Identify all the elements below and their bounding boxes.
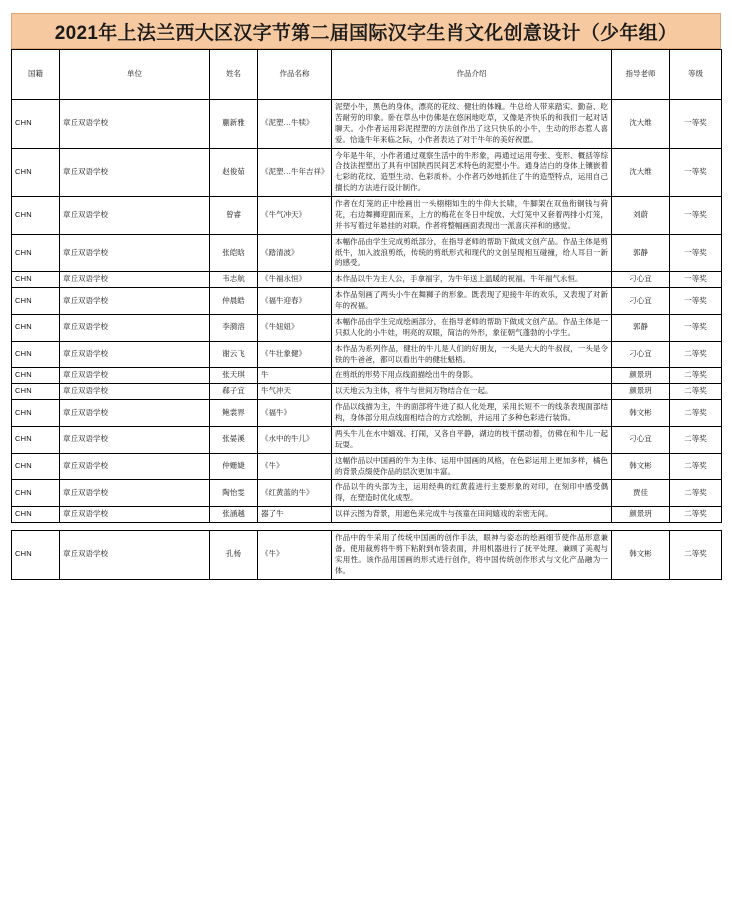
table-row <box>12 341 722 368</box>
cell-teacher: 刁心宜 <box>612 426 670 453</box>
cell-country: CHN <box>12 234 60 272</box>
cell-country: CHN <box>12 368 60 384</box>
cell-work-title: 《牛壮象健》 <box>258 341 332 368</box>
cell-unit: 章丘双语学校 <box>60 341 210 368</box>
cell-description: 这幅作品以中国画的牛为主体、运用中国画的风格，在色彩运用上更加多样，橘色的背景点缀使作品的层次更加丰富。 <box>332 453 612 480</box>
cell-unit: 章丘双语学校 <box>60 288 210 315</box>
cell-award-level: 二等奖 <box>670 480 722 507</box>
cell-country: CHN <box>12 480 60 507</box>
cell-unit: 章丘双语学校 <box>60 480 210 507</box>
table-header-row <box>12 50 722 100</box>
cell-work-title: 《牛福永恒》 <box>258 272 332 288</box>
table-row <box>12 148 722 197</box>
cell-teacher: 韩文彬 <box>612 400 670 427</box>
cell-teacher: 韩文彬 <box>612 531 670 580</box>
cell-award-level: 二等奖 <box>670 368 722 384</box>
cell-award-level: 二等奖 <box>670 453 722 480</box>
cell-unit: 章丘双语学校 <box>60 272 210 288</box>
table-row <box>12 234 722 272</box>
cell-country: CHN <box>12 197 60 235</box>
cell-country: CHN <box>12 341 60 368</box>
table-row <box>12 288 722 315</box>
cell-unit: 章丘双语学校 <box>60 400 210 427</box>
cell-teacher: 刘蔚 <box>612 197 670 235</box>
cell-teacher: 颜景玥 <box>612 368 670 384</box>
cell-country: CHN <box>12 148 60 197</box>
cell-award-level: 一等奖 <box>670 197 722 235</box>
cell-award-level: 二等奖 <box>670 384 722 400</box>
cell-teacher: 沈大维 <box>612 100 670 149</box>
cell-country: CHN <box>12 100 60 149</box>
cell-unit: 章丘双语学校 <box>60 507 210 523</box>
cell-work-title: 《泥塑…牛年吉祥》 <box>258 148 332 197</box>
cell-unit: 章丘双语学校 <box>60 368 210 384</box>
results-table <box>11 49 722 523</box>
table-row <box>12 314 722 341</box>
cell-teacher: 贾佳 <box>612 480 670 507</box>
cell-award-level: 一等奖 <box>670 234 722 272</box>
cell-description: 今年是牛年，小作者通过观察生活中的牛形象，再通过运用夸张、变形、概括等综合技法捏塑出了具有中国陕西民间艺术特色的泥塑小牛。通身洁白的身体上镶嵌着七彩的花纹、造型生动、色彩质朴。小作者巧妙地抓住了牛的造型特点，运用自己擅长的方法进行设计制作。 <box>332 148 612 197</box>
cell-student-name: 韦志航 <box>210 272 258 288</box>
cell-country: CHN <box>12 384 60 400</box>
cell-work-title: 牛 <box>258 368 332 384</box>
cell-work-title: 《福牛迎春》 <box>258 288 332 315</box>
cell-description: 本作品以牛为主人公，手拿福字，为牛年送上温暖的祝福。牛年福气永恒。 <box>332 272 612 288</box>
cell-work-title: 《牛》 <box>258 453 332 480</box>
cell-student-name: 孔杨 <box>210 531 258 580</box>
cell-teacher: 刁心宜 <box>612 272 670 288</box>
cell-student-name: 赵俊茹 <box>210 148 258 197</box>
column-header-description: 作品介绍 <box>332 50 612 100</box>
table-body-primary <box>12 100 722 523</box>
column-header-name: 姓名 <box>210 50 258 100</box>
cell-award-level: 二等奖 <box>670 426 722 453</box>
cell-work-title: 《牛妞妞》 <box>258 314 332 341</box>
cell-award-level: 二等奖 <box>670 531 722 580</box>
cell-teacher: 颜景玥 <box>612 384 670 400</box>
cell-work-title: 《红黄蓝的牛》 <box>258 480 332 507</box>
cell-country: CHN <box>12 400 60 427</box>
table-row <box>12 453 722 480</box>
cell-country: CHN <box>12 507 60 523</box>
cell-teacher: 颜景玥 <box>612 507 670 523</box>
cell-country: CHN <box>12 314 60 341</box>
cell-unit: 章丘双语学校 <box>60 314 210 341</box>
cell-work-title: 《泥塑…牛犊》 <box>258 100 332 149</box>
cell-award-level: 一等奖 <box>670 288 722 315</box>
cell-work-title: 器了牛 <box>258 507 332 523</box>
cell-description: 作者在灯笼的正中绘画出一头栩栩如生的牛仰大长啸，牛脚架在双鱼衔铜钱与荷花，右边舞狮迎面而来，上方的梅花在冬日中绽放、大灯笼中又套着两排小灯笼，并书写着过年悬挂的对联。作者将整幅画面表现出一派喜庆祥和的感觉。 <box>332 197 612 235</box>
cell-description: 作品以线描为主，牛的面部将牛进了拟人化处理，采用长短不一的线条表现面部结构，身体部分用点线面相结合的方式绘制，并运用了多种色彩进行装饰。 <box>332 400 612 427</box>
table-row <box>12 531 722 580</box>
table-row <box>12 197 722 235</box>
cell-description: 泥塑小牛，黑色的身体，漂亮的花纹、健壮的体魄。牛总给人带来踏实、勤奋、吃苦耐劳的印象。卧在草丛中仿佛是在悠闲地吃草，又像是齐快乐的和我们一起对话聊天。小作者运用彩泥捏塑的方法创作出了这只快乐的小牛，生动的形态惹人喜爱。恰逢牛年来临之际，小作者表达了对于牛年的美好祝愿。 <box>332 100 612 149</box>
cell-unit: 章丘双语学校 <box>60 148 210 197</box>
cell-work-title: 《牛》 <box>258 531 332 580</box>
cell-teacher: 韩文彬 <box>612 453 670 480</box>
cell-teacher: 郭静 <box>612 234 670 272</box>
table-header <box>12 50 722 100</box>
cell-unit: 章丘双语学校 <box>60 234 210 272</box>
cell-work-title: 《福牛》 <box>258 400 332 427</box>
cell-description: 两头牛儿在水中嬉戏、打闹，又各自平静，湖边的枝干摆动着，仿佛在和牛儿一起玩耍。 <box>332 426 612 453</box>
cell-student-name: 张天琪 <box>210 368 258 384</box>
table-row <box>12 507 722 523</box>
cell-award-level: 一等奖 <box>670 272 722 288</box>
cell-unit: 章丘双语学校 <box>60 453 210 480</box>
cell-unit: 章丘双语学校 <box>60 197 210 235</box>
table-row <box>12 426 722 453</box>
cell-teacher: 沈大维 <box>612 148 670 197</box>
cell-work-title: 牛气冲天 <box>258 384 332 400</box>
cell-award-level: 一等奖 <box>670 314 722 341</box>
table-row <box>12 480 722 507</box>
cell-description: 作品以牛的头部为主，运用经典的红黄蓝进行主要形象的对印，在刻印中感受偶得，在塑造时优化成型。 <box>332 480 612 507</box>
cell-description: 以祥云图为背景，用遮色来完成牛与孩童在田间嬉戏的亲密无间。 <box>332 507 612 523</box>
table-row <box>12 400 722 427</box>
table-row <box>12 368 722 384</box>
results-table-continued <box>11 530 722 580</box>
column-header-teacher: 指导老师 <box>612 50 670 100</box>
cell-student-name: 张皑晗 <box>210 234 258 272</box>
cell-country: CHN <box>12 426 60 453</box>
cell-description: 本幅作品由学生完成剪纸部分，在指导老师的帮助下做成文创产品。作品主体是剪纸牛，加入波浪剪纸，传统的剪纸形式和现代的文创呈现相互碰撞，给人耳目一新的感受。 <box>332 234 612 272</box>
table-row <box>12 100 722 149</box>
cell-student-name: 张涵越 <box>210 507 258 523</box>
cell-description: 在剪纸的形势下用点线面描绘出牛的身影。 <box>332 368 612 384</box>
cell-description: 以天地云为主体，将牛与世间万物结合在一起。 <box>332 384 612 400</box>
cell-student-name: 李漪溶 <box>210 314 258 341</box>
column-header-unit: 单位 <box>60 50 210 100</box>
cell-award-level: 一等奖 <box>670 148 722 197</box>
cell-teacher: 郭静 <box>612 314 670 341</box>
cell-student-name: 谢云飞 <box>210 341 258 368</box>
cell-unit: 章丘双语学校 <box>60 426 210 453</box>
cell-description: 本幅作品由学生完成绘画部分，在指导老师的帮助下做成文创产品。作品主体是一只拟人化的小牛娃，明亮的双眼，简洁的外形，象征朝气蓬勃的小学生。 <box>332 314 612 341</box>
table-body-continued <box>12 531 722 580</box>
column-header-work: 作品名称 <box>258 50 332 100</box>
cell-teacher: 刁心宜 <box>612 341 670 368</box>
cell-award-level: 二等奖 <box>670 341 722 368</box>
cell-country: CHN <box>12 453 60 480</box>
cell-student-name: 蒯新雅 <box>210 100 258 149</box>
cell-student-name: 曾睿 <box>210 197 258 235</box>
cell-award-level: 二等奖 <box>670 400 722 427</box>
cell-student-name: 鲍裳界 <box>210 400 258 427</box>
cell-teacher: 刁心宜 <box>612 288 670 315</box>
cell-work-title: 《水中的牛儿》 <box>258 426 332 453</box>
cell-student-name: 张晏溪 <box>210 426 258 453</box>
cell-unit: 章丘双语学校 <box>60 384 210 400</box>
cell-work-title: 《牛气冲天》 <box>258 197 332 235</box>
cell-student-name: 陶怡雯 <box>210 480 258 507</box>
cell-unit: 章丘双语学校 <box>60 531 210 580</box>
cell-student-name: 郗子宜 <box>210 384 258 400</box>
document-title-banner <box>11 13 721 49</box>
cell-description: 本作品刻画了两头小牛在舞狮子的形象。既表现了迎接牛年的欢乐，又表现了对新年的祝福。 <box>332 288 612 315</box>
cell-award-level: 一等奖 <box>670 100 722 149</box>
column-header-country: 国籍 <box>12 50 60 100</box>
cell-country: CHN <box>12 531 60 580</box>
cell-description: 作品中的牛采用了传统中国画的创作手法，眼神与姿态的绘画细节使作品形意兼备。使用裁剪将牛剪下粘附到布袋表面，并用机器进行了抚平处理、兼顾了美观与实用性。该作品用国画的形式进行创作，将中国传统创作形式与文化产品融为一体。 <box>332 531 612 580</box>
cell-unit: 章丘双语学校 <box>60 100 210 149</box>
cell-student-name: 仲晨皓 <box>210 288 258 315</box>
column-header-level: 等级 <box>670 50 722 100</box>
cell-country: CHN <box>12 272 60 288</box>
cell-description: 本作品为系列作品，健壮的牛儿是人们的好朋友，一头是大大的牛叔叔，一头是令铁的牛爸爸，都可以看出牛的健壮魁梧。 <box>332 341 612 368</box>
cell-work-title: 《踏清波》 <box>258 234 332 272</box>
page-title: 2021年上法兰西大区汉字节第二届国际汉字生肖文化创意设计（少年组） <box>54 22 678 44</box>
table-row <box>12 272 722 288</box>
cell-country: CHN <box>12 288 60 315</box>
cell-student-name: 仲姗婕 <box>210 453 258 480</box>
cell-award-level: 二等奖 <box>670 507 722 523</box>
table-row <box>12 384 722 400</box>
